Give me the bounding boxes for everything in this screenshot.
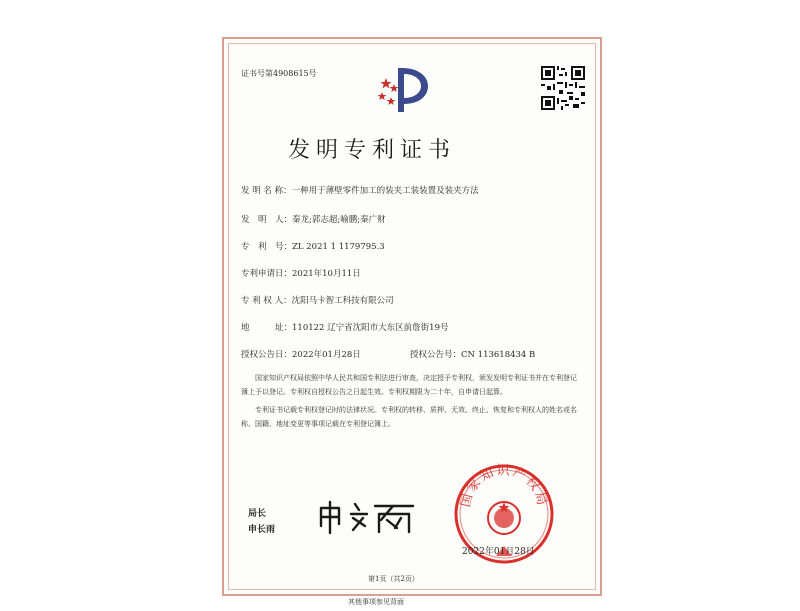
certificate-title: 发明专利证书 [288,138,457,163]
field-label: 专利申请日： [241,269,293,279]
page-indicator: 第1页（共2页） [368,575,419,583]
field-address [241,321,448,333]
statement-paragraph-2: 专利证书记载专利权登记时的法律状况。专利权的转移、质押、无效、终止、恢复和专利权人的姓名或名称、国籍、地址变更等事项记载在专利登记簿上。 [241,406,577,428]
back-note: 其他事项参见背面 [348,598,404,606]
field-grant-number [410,348,535,360]
field-value: 2021年10月11日 [292,269,361,279]
field-label: 授权公告号： [410,350,462,360]
field-value: 沈阳马卡智工科技有限公司 [291,296,394,306]
field-patentee [241,294,394,306]
field-value: 秦龙;郭志超;喻鹏;秦广财 [292,215,386,225]
field-grant-date [241,348,361,360]
seal-date: 2022年01月28日 [462,547,535,557]
field-label: 发 明 名 称： [241,186,292,196]
qr-code-icon [541,66,585,110]
field-label: 地 址： [241,323,293,333]
certificate-number: 证书号第4908615号 [241,69,317,78]
field-label: 发 明 人： [241,215,293,225]
field-label: 授权公告日： [241,350,293,360]
field-value: CN 113618434 B [461,350,536,360]
field-value: 一种用于薄壁零件加工的装夹工装装置及装夹方法 [291,186,479,196]
signer-title: 局长 [248,509,267,519]
field-invention-name [241,184,479,196]
field-label: 专 利 号： [241,242,293,252]
field-application-date [241,267,361,279]
field-label: 专 利 权 人： [241,296,292,306]
signature-icon [317,500,417,536]
field-value: ZL 2021 1 1179795.3 [292,242,385,252]
field-patent-number [241,240,385,252]
seal-text: 国家知识产权局 [458,463,550,509]
field-value: 110122 辽宁省沈阳市大东区前詹街19号 [292,323,449,333]
signer-name: 申长雨 [248,525,276,535]
field-inventors [241,213,386,225]
statement-paragraph-1: 国家知识产权局依照中华人民共和国专利法进行审查，决定授予专利权，颁发发明专利证书并在专利登记簿上予以登记。专利权自授权公告之日起生效。专利权期限为二十年，自申请日起算。 [241,374,577,396]
field-value: 2022年01月28日 [292,350,361,360]
sipo-logo-icon [374,64,434,114]
